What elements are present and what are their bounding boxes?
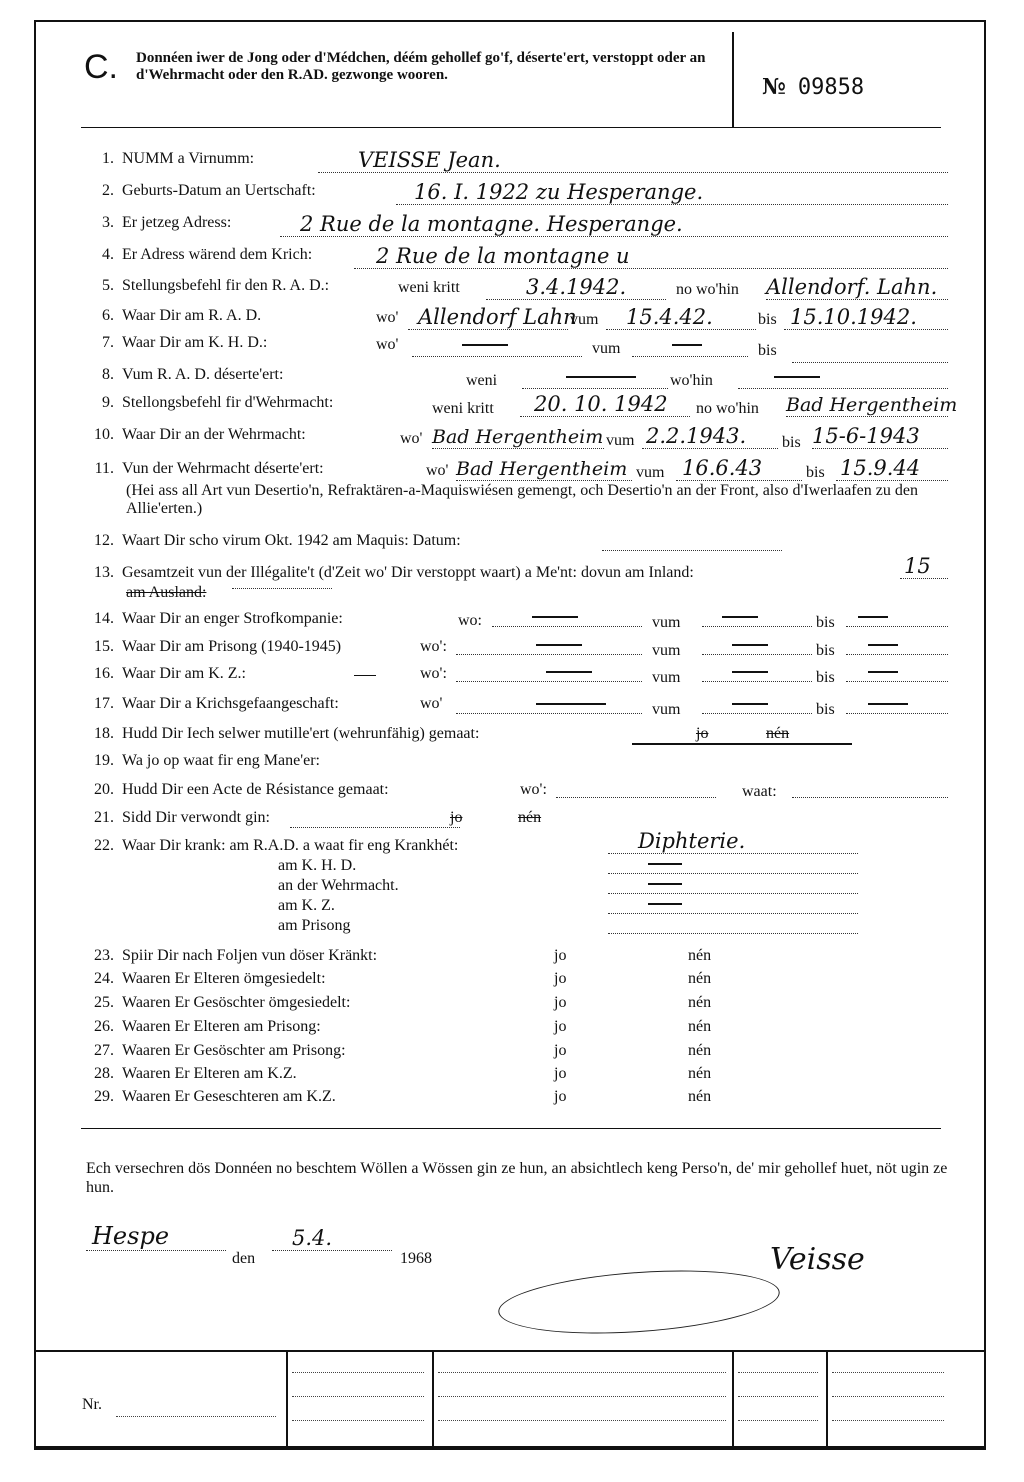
- question-label: Er jetzeg Adress:: [122, 214, 232, 231]
- question-2: [36, 182, 984, 210]
- rad-to-field[interactable]: [784, 307, 948, 330]
- rad-desertion-place-field[interactable]: [738, 366, 948, 389]
- question-5: [36, 277, 984, 305]
- table-field[interactable]: [738, 1372, 818, 1374]
- vum-label: vum: [570, 311, 599, 328]
- prison-from-field[interactable]: [702, 632, 812, 655]
- question-28: [36, 1065, 984, 1089]
- rad-order-date-field[interactable]: [486, 277, 666, 300]
- question-number: 4.: [102, 246, 114, 263]
- table-divider: [432, 1352, 434, 1450]
- nen-option[interactable]: nén: [688, 947, 712, 964]
- signing-place-field[interactable]: [86, 1222, 226, 1251]
- pow-place-field[interactable]: [456, 691, 642, 714]
- inland-months-field[interactable]: [900, 556, 948, 579]
- table-divider: [826, 1352, 828, 1450]
- dash-mark: [566, 376, 636, 378]
- question-6: [36, 307, 984, 335]
- question-8: [36, 366, 984, 394]
- year-label: 1968: [400, 1250, 432, 1267]
- nen-option[interactable]: nén: [688, 1042, 712, 1059]
- question-label: Waart Dir scho virum Okt. 1942 am Maquis: Datum:: [122, 532, 461, 549]
- question-label: Spiir Dir nach Foljen vun döser Kränkt:: [122, 947, 378, 964]
- question-label: Er Adress wärend dem Krich:: [122, 246, 313, 263]
- question-label: Hudd Dir een Acte de Résistance gemaat:: [122, 781, 389, 798]
- section-letter: C.: [84, 48, 118, 86]
- question-number: 7.: [102, 334, 114, 351]
- jo-option[interactable]: jo: [554, 970, 567, 987]
- bis-label: bis: [816, 669, 835, 686]
- address-field[interactable]: [280, 214, 948, 237]
- form-number: [762, 74, 864, 100]
- dash-mark: [868, 703, 908, 705]
- handwritten-value: Bad Hergentheim: [786, 394, 958, 416]
- wo-label: wo':: [420, 638, 447, 655]
- table-field[interactable]: [438, 1396, 726, 1398]
- questionnaire-form: [34, 20, 986, 1450]
- handwritten-value: 16. I. 1922 zu Hesperange.: [414, 180, 704, 204]
- wohin-label: no wo'hin: [696, 400, 759, 417]
- dash-mark: [774, 376, 820, 378]
- nen-option[interactable]: nén: [688, 994, 712, 1011]
- resistance-what-field[interactable]: [792, 775, 948, 798]
- strofkompanie-from-field[interactable]: [702, 604, 812, 627]
- question-number: 26.: [94, 1018, 114, 1035]
- handwritten-value: 15-6-1943: [812, 424, 920, 448]
- question-number: 28.: [94, 1065, 114, 1082]
- question-number: 22.: [94, 837, 114, 854]
- war-address-field[interactable]: [354, 246, 948, 269]
- question-label: Waar Dir a Krichsgefaangeschaft:: [122, 695, 339, 712]
- dash-mark: [462, 344, 508, 346]
- table-field[interactable]: [292, 1372, 424, 1374]
- nr-field[interactable]: [116, 1416, 276, 1418]
- question-label: Geburts-Datum an Uertschaft:: [122, 182, 316, 199]
- question-25: [36, 994, 984, 1018]
- question-3: [36, 214, 984, 242]
- question-label: Waaren Er Gesöschter ömgesiedelt:: [122, 994, 351, 1011]
- question-number: 29.: [94, 1088, 114, 1105]
- prison-to-field[interactable]: [846, 632, 948, 655]
- bis-label: bis: [758, 342, 777, 359]
- question-number: 5.: [102, 277, 114, 294]
- name-field[interactable]: [318, 150, 948, 173]
- form-number-value: 09858: [797, 75, 865, 100]
- handwritten-value: 15.9.44: [840, 456, 921, 480]
- question-label: Vum R. A. D. déserte'ert:: [122, 366, 284, 383]
- strofkompanie-place-field[interactable]: [492, 604, 642, 627]
- question-label: Waar Dir am K. Z.:: [122, 665, 246, 682]
- table-field[interactable]: [292, 1420, 424, 1422]
- question-label: Stellungsbefehl fir den R. A. D.:: [122, 277, 330, 294]
- ausland-months-field[interactable]: [232, 566, 332, 589]
- question-number: 27.: [94, 1042, 114, 1059]
- vum-label: vum: [592, 340, 621, 357]
- bis-label: bis: [782, 434, 801, 451]
- question-label: Waar Dir am Prisong (1940-1945): [122, 638, 342, 655]
- table-field[interactable]: [832, 1420, 944, 1422]
- wohin-label: no wo'hin: [676, 281, 739, 298]
- jo-option[interactable]: jo: [554, 1018, 567, 1035]
- question-label: Gesamtzeit vun der Illégalite't (d'Zeit wo' Dir verstoppt waart) a Me'nt: dovun am Inland:: [122, 564, 694, 581]
- khd-from-field[interactable]: [632, 334, 748, 357]
- nr-label: Nr.: [82, 1396, 102, 1413]
- question-label: Waaren Er Geseschteren am K.Z.: [122, 1088, 336, 1105]
- signature-oval: [496, 1262, 781, 1342]
- rad-desertion-date-field[interactable]: [522, 366, 668, 389]
- section-rule: [81, 1128, 941, 1129]
- waat-label: waat:: [742, 783, 777, 800]
- handwritten-value: 15.10.1942.: [790, 305, 917, 329]
- handwritten-value: 16.6.43: [682, 456, 763, 480]
- jo-option[interactable]: jo: [554, 994, 567, 1011]
- wehrmacht-destination-field[interactable]: [786, 394, 958, 417]
- nen-option[interactable]: nén: [518, 809, 542, 826]
- question-number: 25.: [94, 994, 114, 1011]
- question-label: Waar Dir krank: am R.A.D. a waat fir eng Krankhét:: [122, 837, 459, 854]
- handwritten-value: 2.2.1943.: [646, 424, 747, 448]
- weni-label: weni kritt: [398, 279, 460, 296]
- question-label: NUMM a Virnumm:: [122, 150, 255, 167]
- wehrmacht-order-date-field[interactable]: [520, 394, 690, 417]
- question-number: 12.: [94, 532, 114, 549]
- nen-option[interactable]: nén: [688, 1088, 712, 1105]
- vum-label: vum: [606, 432, 635, 449]
- signing-date-field[interactable]: [272, 1228, 392, 1251]
- weni-label: weni kritt: [432, 400, 494, 417]
- question-number: 19.: [94, 752, 114, 769]
- question-label: Wa jo op waat fir eng Mane'er:: [122, 752, 320, 769]
- table-divider: [286, 1352, 288, 1450]
- question-18: [36, 725, 984, 753]
- wo-label: wo': [420, 695, 443, 712]
- vum-label: vum: [652, 669, 681, 686]
- table-field[interactable]: [292, 1396, 424, 1398]
- question-number: 20.: [94, 781, 114, 798]
- nen-option[interactable]: nén: [688, 1018, 712, 1035]
- handwritten-value: Bad Hergentheim: [456, 458, 628, 480]
- khd-place-field[interactable]: [412, 334, 582, 357]
- question-label: Vun der Wehrmacht déserte'ert:: [122, 460, 324, 477]
- signature: Veisse: [770, 1242, 865, 1277]
- pow-from-field[interactable]: [702, 691, 812, 714]
- question-11-note: (Hei ass all Art vun Desertio'n, Refraktären-a-Maquiswiésen gemengt, och Desertio'n an der Front, also d'Iwerlaafen zu den Allie'erten.): [126, 482, 918, 518]
- nen-option[interactable]: nén: [688, 970, 712, 987]
- question-24: [36, 970, 984, 994]
- illness-sub-label: an der Wehrmacht.: [278, 877, 399, 894]
- question-label: Waar Dir am K. H. D.:: [122, 334, 268, 351]
- question-number: 14.: [94, 610, 114, 627]
- rad-from-field[interactable]: [606, 307, 756, 330]
- question-label: Waar Dir an enger Strofkompanie:: [122, 610, 343, 627]
- nen-option[interactable]: nén: [688, 1065, 712, 1082]
- wo-label: wo':: [520, 781, 547, 798]
- handwritten-value: VEISSE Jean.: [358, 148, 501, 172]
- question-number: 3.: [102, 214, 114, 231]
- question-11: [36, 458, 984, 536]
- wo-label: wo': [400, 430, 423, 447]
- wohin-label: wo'hin: [670, 372, 713, 389]
- dash-mark: [536, 703, 606, 705]
- question-number: 11.: [94, 460, 114, 477]
- handwritten-value: 15: [904, 554, 931, 578]
- form-header: [36, 22, 984, 127]
- dash-mark: [732, 703, 768, 705]
- bis-label: bis: [816, 642, 835, 659]
- question-4: [36, 246, 984, 274]
- question-number: 10.: [94, 426, 114, 443]
- dash-mark: [648, 883, 682, 885]
- table-field[interactable]: [438, 1372, 726, 1374]
- bis-label: bis: [816, 701, 835, 718]
- header-divider: [732, 32, 734, 128]
- handwritten-value: 2 Rue de la montagne. Hesperange.: [300, 212, 683, 236]
- handwritten-value: Bad Hergentheim: [432, 426, 604, 448]
- question-23: [36, 947, 984, 971]
- dash-mark: [648, 863, 682, 865]
- form-title: Donnéen iwer de Jong oder d'Médchen, déém gehollef go'f, déserte'ert, verstoppt oder an d'Wehrmacht oder den R.AD. gezwonge wooren.: [136, 50, 706, 84]
- handwritten-value: Hespe: [92, 1222, 170, 1250]
- kz-place-field[interactable]: [456, 659, 642, 682]
- question-label: Waaren Er Elteren am Prisong:: [122, 1018, 321, 1035]
- jo-option[interactable]: jo: [696, 725, 709, 742]
- declaration-text: Ech versechren dös Donnéen no beschtem Wöllen a Wössen gin ze hun, an absichtlech keng Perso'n, de' mir gehollef huet, nöt ugin ze hun.: [86, 1160, 948, 1197]
- question-label: Hudd Dir Iech selwer mutille'ert (wehrunfähig) gemaat:: [122, 725, 480, 742]
- mutilation-answer-field[interactable]: [632, 721, 852, 745]
- question-number: 6.: [102, 307, 114, 324]
- wehrmacht-place-field[interactable]: [432, 426, 604, 449]
- question-number: 2.: [102, 182, 114, 199]
- handwritten-value: 2 Rue de la montagne u: [376, 244, 630, 268]
- question-1: [36, 150, 984, 178]
- dash-mark: [648, 903, 682, 905]
- question-label: Waaren Er Gesöschter am Prisong:: [122, 1042, 346, 1059]
- question-7: [36, 334, 984, 362]
- desertion-to-field[interactable]: [836, 458, 948, 481]
- question-number: 8.: [102, 366, 114, 383]
- wehrmacht-to-field[interactable]: [812, 426, 948, 449]
- jo-option[interactable]: jo: [554, 947, 567, 964]
- question-number: 21.: [94, 809, 114, 826]
- question-label: Sidd Dir verwondt gin:: [122, 809, 270, 826]
- khd-to-field[interactable]: [792, 340, 948, 363]
- dash-mark: [732, 644, 768, 646]
- question-label: Waaren Er Elteren ömgesiedelt:: [122, 970, 326, 987]
- vum-label: vum: [652, 642, 681, 659]
- question-label: Waaren Er Elteren am K.Z.: [122, 1065, 297, 1082]
- ausland-label: am Ausland:: [126, 584, 207, 601]
- desertion-from-field[interactable]: [676, 458, 802, 481]
- nen-option[interactable]: nén: [766, 725, 790, 742]
- jo-option[interactable]: jo: [450, 809, 463, 826]
- handwritten-value: Diphterie.: [638, 829, 746, 853]
- dash-mark: [868, 671, 898, 673]
- illness-prison-field[interactable]: [608, 911, 858, 934]
- vum-label: vum: [636, 464, 665, 481]
- kz-from-field[interactable]: [702, 659, 812, 682]
- handwritten-value: 5.4.: [292, 1226, 333, 1250]
- dash-mark: [532, 616, 578, 618]
- rad-destination-field[interactable]: [766, 277, 948, 300]
- dash-mark: [732, 671, 768, 673]
- question-number: 18.: [94, 725, 114, 742]
- question-number: 15.: [94, 638, 114, 655]
- table-field[interactable]: [832, 1372, 944, 1374]
- question-label: Waar Dir am R. A. D.: [122, 307, 262, 324]
- question-number: 1.: [102, 150, 114, 167]
- handwritten-value: Allendorf Lahn: [418, 305, 577, 329]
- question-number: 23.: [94, 947, 114, 964]
- question-label: Stellongsbefehl fir d'Wehrmacht:: [122, 394, 334, 411]
- illness-sub-label: am K. H. D.: [278, 857, 357, 874]
- prison-place-field[interactable]: [456, 632, 642, 655]
- question-17: [36, 695, 984, 723]
- dash-mark: [722, 616, 758, 618]
- handwritten-value: 3.4.1942.: [526, 275, 627, 299]
- question-10: [36, 426, 984, 454]
- dash-mark: [354, 675, 376, 676]
- question-20: [36, 781, 984, 809]
- wo-label: wo': [376, 309, 399, 326]
- kz-to-field[interactable]: [846, 659, 948, 682]
- birth-field[interactable]: [396, 182, 948, 205]
- resistance-place-field[interactable]: [556, 775, 716, 798]
- bis-label: bis: [816, 614, 835, 631]
- question-number: 16.: [94, 665, 114, 682]
- dash-mark: [672, 344, 702, 346]
- question-29: [36, 1088, 984, 1112]
- dash-mark: [868, 644, 898, 646]
- dash-mark: [546, 671, 592, 673]
- vum-label: vum: [652, 701, 681, 718]
- question-22: [36, 829, 984, 937]
- den-label: den: [232, 1250, 256, 1267]
- wo-label: wo':: [420, 665, 447, 682]
- question-number: 13.: [94, 564, 114, 581]
- question-label: Waar Dir an der Wehrmacht:: [122, 426, 306, 443]
- table-field[interactable]: [738, 1396, 818, 1398]
- vum-label: vum: [652, 614, 681, 631]
- question-number: 24.: [94, 970, 114, 987]
- wo-label: wo:: [458, 612, 482, 629]
- question-number: 9.: [102, 394, 114, 411]
- weni-label: weni: [466, 372, 498, 389]
- wo-label: wo': [426, 462, 449, 479]
- question-27: [36, 1042, 984, 1066]
- handwritten-value: Allendorf. Lahn.: [766, 275, 938, 299]
- wo-label: wo': [376, 336, 399, 353]
- question-16: [36, 665, 984, 693]
- jo-option[interactable]: jo: [554, 1042, 567, 1059]
- number-sign: №: [762, 74, 786, 100]
- table-divider: [732, 1352, 734, 1450]
- office-use-table: [36, 1350, 984, 1450]
- wounded-field[interactable]: [290, 805, 463, 828]
- jo-option[interactable]: jo: [554, 1088, 567, 1105]
- rad-place-field[interactable]: [408, 305, 577, 330]
- question-26: [36, 1018, 984, 1042]
- table-field[interactable]: [738, 1420, 818, 1422]
- wehrmacht-from-field[interactable]: [642, 426, 778, 449]
- header-rule: [81, 127, 941, 128]
- bis-label: bis: [806, 464, 825, 481]
- maquis-date-field[interactable]: [602, 528, 782, 551]
- table-field[interactable]: [832, 1396, 944, 1398]
- question-12: [36, 532, 984, 560]
- illness-sub-label: am K. Z.: [278, 897, 335, 914]
- table-field[interactable]: [438, 1420, 726, 1422]
- question-9: [36, 394, 984, 422]
- question-number: 17.: [94, 695, 114, 712]
- strofkompanie-to-field[interactable]: [846, 604, 948, 627]
- handwritten-value: 15.4.42.: [626, 305, 713, 329]
- illness-sub-label: am Prisong: [278, 917, 351, 934]
- dash-mark: [858, 616, 888, 618]
- dash-mark: [536, 644, 582, 646]
- handwritten-value: 20. 10. 1942: [534, 392, 668, 416]
- jo-option[interactable]: jo: [554, 1065, 567, 1082]
- pow-to-field[interactable]: [846, 691, 948, 714]
- bis-label: bis: [758, 311, 777, 328]
- desertion-place-field[interactable]: [456, 458, 632, 481]
